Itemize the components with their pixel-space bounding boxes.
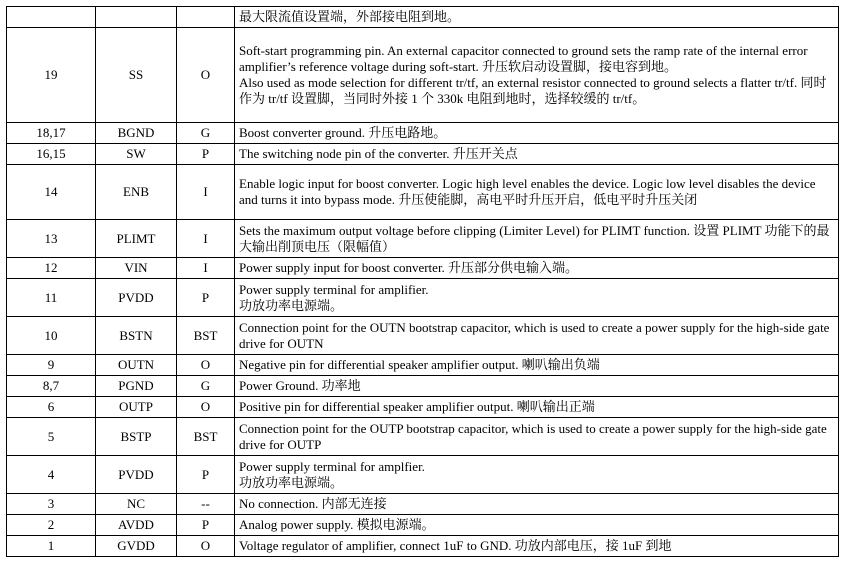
description-text: Negative pin for differential speaker amplifier output. 喇叭输出负端 (239, 357, 600, 372)
table-row (7, 418, 839, 456)
description-text: The switching node pin of the converter. 升压开关点 (239, 146, 518, 161)
pin-type-cell: P (177, 279, 235, 317)
pin-type-cell: G (177, 123, 235, 144)
description-text: Connection point for the OUTN bootstrap capacitor, which is used to create a power supply for the high-side gate drive for OUTN (239, 319, 830, 351)
table-row (7, 397, 839, 418)
pin-number-cell: 2 (7, 515, 96, 536)
table-row (7, 355, 839, 376)
description-text: Enable logic input for boost converter. Logic high level enables the device. Logic low level disables the device and turns it into bypass mode. 升压使能脚，高电平时升压开启，低电平时升压关闭 (239, 176, 816, 207)
pin-description-cell (235, 7, 839, 28)
pin-type-cell (177, 7, 235, 28)
table-row (7, 494, 839, 515)
pin-description-cell (235, 258, 839, 279)
pin-name-cell: SW (96, 144, 177, 165)
pin-type-cell: -- (177, 494, 235, 515)
pin-name-cell: OUTP (96, 397, 177, 418)
pin-number-cell: 13 (7, 220, 96, 258)
pin-type-cell: I (177, 165, 235, 220)
table-row (7, 28, 839, 123)
description-text: Voltage regulator of amplifier, connect 1uF to GND. 功放内部电压，接 1uF 到地 (239, 538, 672, 553)
pin-description-cell (235, 515, 839, 536)
pin-name-cell: SS (96, 28, 177, 123)
pin-type-cell: BST (177, 418, 235, 456)
pin-type-cell: O (177, 355, 235, 376)
pin-description-cell (235, 494, 839, 515)
pin-number-cell: 19 (7, 28, 96, 123)
table-row (7, 317, 839, 355)
pin-number-cell (7, 7, 96, 28)
table-row (7, 536, 839, 557)
description-text: Power Ground. 功率地 (239, 378, 361, 393)
pin-description-cell (235, 536, 839, 557)
pin-name-cell: PVDD (96, 279, 177, 317)
description-text: Analog power supply. 模拟电源端。 (239, 517, 435, 532)
description-text: Power supply input for boost converter. 升压部分供电输入端。 (239, 260, 579, 275)
pin-type-cell: O (177, 536, 235, 557)
description-text: 功放功率电源端。 (239, 297, 344, 313)
table-row (7, 515, 839, 536)
pin-number-cell: 11 (7, 279, 96, 317)
description-text: Power supply terminal for amplfier. (239, 458, 425, 474)
pin-name-cell: NC (96, 494, 177, 515)
pin-description-cell (235, 165, 839, 220)
pin-name-cell: AVDD (96, 515, 177, 536)
pin-type-cell: O (177, 28, 235, 123)
pin-description-cell (235, 28, 839, 123)
pin-name-cell: GVDD (96, 536, 177, 557)
pin-name-cell: BSTN (96, 317, 177, 355)
description-text: Also used as mode selection for different tr/tf, an external resistor connected to ground selects a flatter tr/tf. 同时作为 tr/tf 设置脚，当同时外接 1 个 330k 电阻到地时，选择较缓的 tr/tf。 (239, 75, 827, 106)
pin-description-cell (235, 456, 839, 494)
pin-description-cell (235, 418, 839, 456)
pin-name-cell: PGND (96, 376, 177, 397)
pin-type-cell: O (177, 397, 235, 418)
pin-type-cell: P (177, 456, 235, 494)
pin-number-cell: 8,7 (7, 376, 96, 397)
description-text: Soft-start programming pin. An external capacitor connected to ground sets the ramp rate of the internal error amplifier’s reference voltage during soft-start. 升压软启动设置脚，接电容到地。 (239, 43, 808, 74)
pin-description-cell (235, 355, 839, 376)
table-row (7, 7, 839, 28)
pin-name-cell: VIN (96, 258, 177, 279)
pin-type-cell: P (177, 144, 235, 165)
pin-description-cell (235, 397, 839, 418)
pin-number-cell: 9 (7, 355, 96, 376)
pin-type-cell: I (177, 220, 235, 258)
pin-name-cell: OUTN (96, 355, 177, 376)
table-row (7, 279, 839, 317)
pin-number-cell: 16,15 (7, 144, 96, 165)
pin-number-cell: 12 (7, 258, 96, 279)
table-row (7, 258, 839, 279)
pin-type-cell: I (177, 258, 235, 279)
table-row (7, 123, 839, 144)
table-row (7, 376, 839, 397)
pin-number-cell: 3 (7, 494, 96, 515)
pin-number-cell: 6 (7, 397, 96, 418)
pin-description-cell (235, 376, 839, 397)
table-row (7, 144, 839, 165)
table-row (7, 456, 839, 494)
pin-number-cell: 4 (7, 456, 96, 494)
pin-table-body (7, 7, 839, 557)
pin-number-cell: 1 (7, 536, 96, 557)
pin-name-cell (96, 7, 177, 28)
pin-description-cell (235, 123, 839, 144)
pin-type-cell: BST (177, 317, 235, 355)
pin-description-cell (235, 317, 839, 355)
description-text: Connection point for the OUTP bootstrap capacitor, which is used to create a power supply for the high-side gate drive for OUTP (239, 420, 827, 452)
pin-number-cell: 18,17 (7, 123, 96, 144)
pin-name-cell: ENB (96, 165, 177, 220)
pin-description-cell (235, 279, 839, 317)
pin-description-table (6, 6, 839, 557)
table-row (7, 220, 839, 258)
pin-name-cell: BSTP (96, 418, 177, 456)
pin-name-cell: PLIMT (96, 220, 177, 258)
description-text: Positive pin for differential speaker amplifier output. 喇叭输出正端 (239, 399, 595, 414)
pin-number-cell: 14 (7, 165, 96, 220)
description-text: Sets the maximum output voltage before clipping (Limiter Level) for PLIMT function. 设置 PLIMT 功能下的最大输出削顶电压（限幅值） (239, 222, 830, 254)
description-text: 最大限流值设置端，外部接电阻到地。 (239, 9, 461, 24)
table-row (7, 165, 839, 220)
description-text: Boost converter ground. 升压电路地。 (239, 125, 447, 140)
description-text: Power supply terminal for amplifier. (239, 281, 429, 297)
pin-description-cell (235, 220, 839, 258)
description-text: 功放功率电源端。 (239, 474, 344, 490)
pin-type-cell: P (177, 515, 235, 536)
pin-description-cell (235, 144, 839, 165)
description-text: No connection. 内部无连接 (239, 496, 387, 511)
pin-number-cell: 5 (7, 418, 96, 456)
pin-name-cell: BGND (96, 123, 177, 144)
pin-name-cell: PVDD (96, 456, 177, 494)
pin-type-cell: G (177, 376, 235, 397)
pin-number-cell: 10 (7, 317, 96, 355)
